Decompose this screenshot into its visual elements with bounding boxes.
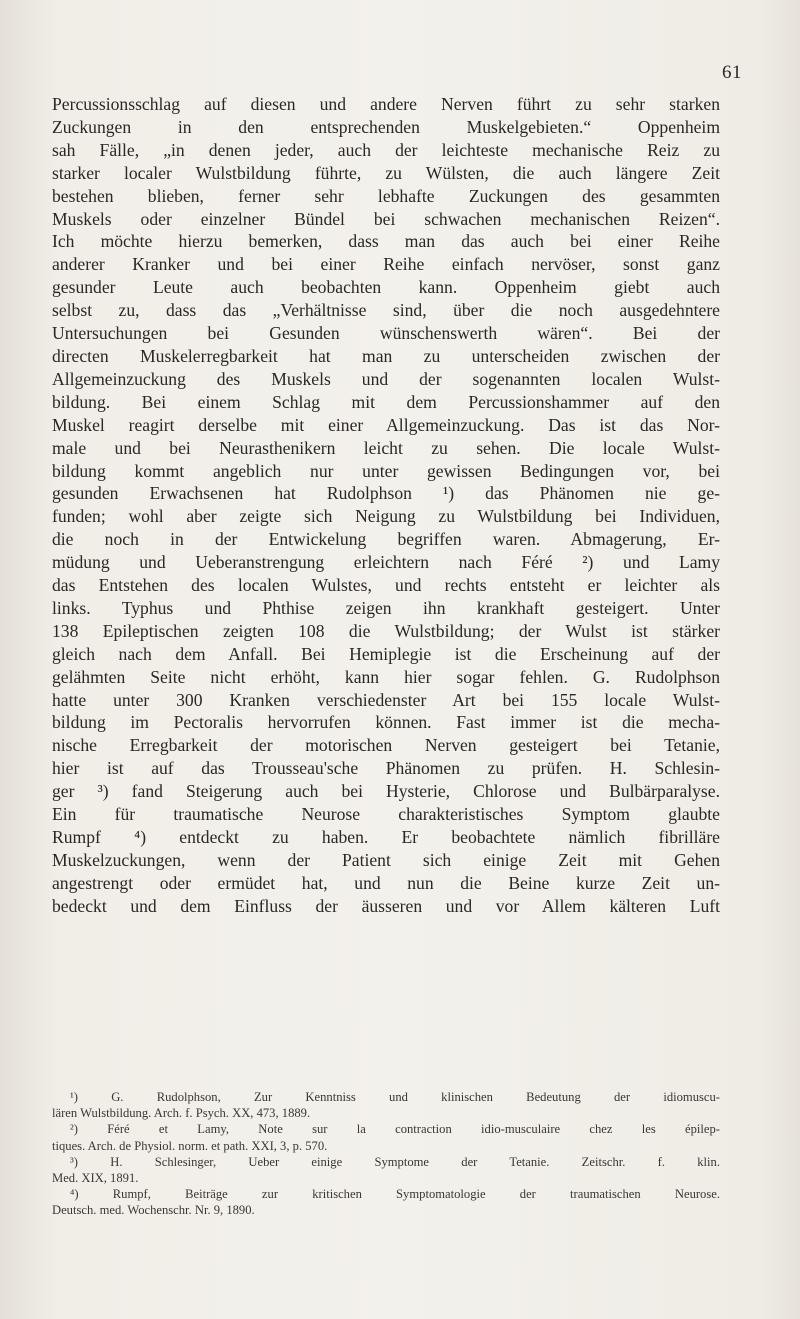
text-line: 138 Epileptischen zeigten 108 die Wulstbildung; der Wulst ist stärker (52, 620, 720, 641)
text-line: sah Fälle, „in denen jeder, auch der leichteste mechanische Reiz zu (52, 139, 720, 160)
text-line: male und bei Neurasthenikern leicht zu sehen. Die locale Wulst- (52, 437, 720, 458)
footnote-line: tiques. Arch. de Physiol. norm. et path. XXI, 3, p. 570. (52, 1138, 328, 1153)
text-line: gelähmten Seite nicht erhöht, kann hier sogar fehlen. G. Rudolphson (52, 666, 720, 687)
text-line: Rumpf ⁴) entdeckt zu haben. Er beobachtete nämlich fibrilläre (52, 827, 720, 847)
text-line: directen Muskelerregbarkeit hat man zu unterscheiden zwischen der (52, 345, 720, 366)
text-line: hier ist auf das Trousseau'sche Phänomen zu prüfen. H. Schlesin- (52, 758, 720, 779)
footnote-line: ⁴) Rumpf, Beiträge zur kritischen Symptomatologie der traumatischen Neurose. (70, 1187, 720, 1202)
body-text (52, 93, 720, 918)
text-line: selbst zu, dass das „Verhältnisse sind, über die noch ausgedehntere (52, 300, 720, 321)
text-line: Muskels oder einzelner Bündel bei schwachen mechanischen Reizen“. (52, 208, 720, 229)
footnote-line: Deutsch. med. Wochenschr. Nr. 9, 1890. (52, 1203, 255, 1218)
text-line: ger ³) fand Steigerung auch bei Hysterie, Chlorose und Bulbärparalyse. (52, 781, 720, 802)
text-line: bestehen blieben, ferner sehr lebhafte Zuckungen des gesammten (52, 185, 720, 206)
text-line: bedeckt und dem Einfluss der äusseren und vor Allem kälteren Luft (52, 895, 720, 916)
footnote-line: Med. XIX, 1891. (52, 1171, 139, 1186)
text-line: Ich möchte hierzu bemerken, dass man das auch bei einer Reihe (52, 231, 720, 252)
text-line: funden; wohl aber zeigte sich Neigung zu Wulstbildung bei Individuen, (52, 506, 720, 527)
text-line: bildung kommt angeblich nur unter gewissen Bedingungen vor, bei (52, 460, 720, 481)
footnote-line: ¹) G. Rudolphson, Zur Kenntniss und klinischen Bedeutung der idiomuscu- (70, 1090, 720, 1104)
text-line: Muskelzuckungen, wenn der Patient sich einige Zeit mit Gehen (52, 849, 720, 870)
text-line: nische Erregbarkeit der motorischen Nerven gesteigert bei Tetanie, (52, 735, 720, 756)
text-line: angestrengt oder ermüdet hat, und nun die Beine kurze Zeit un- (52, 872, 720, 893)
text-line: gesunden Erwachsenen hat Rudolphson ¹) das Phänomen nie ge- (52, 483, 720, 504)
text-line: das Entstehen des localen Wulstes, und rechts entsteht er leichter als (52, 575, 720, 596)
footnotes (52, 1089, 720, 1219)
footnote-3 (52, 1154, 720, 1186)
text-line: Zuckungen in den entsprechenden Muskelgebieten.“ Oppenheim (52, 116, 720, 137)
footnote-2 (52, 1121, 720, 1153)
page-number: 61 (722, 62, 742, 83)
text-line: gleich nach dem Anfall. Bei Hemiplegie ist die Erscheinung auf der (52, 643, 720, 664)
text-line: müdung und Ueberanstrengung erleichtern nach Féré ²) und Lamy (52, 552, 720, 573)
text-line: links. Typhus und Phthise zeigen ihn krankhaft gesteigert. Unter (52, 597, 720, 618)
text-line: bildung im Pectoralis hervorrufen können. Fast immer ist die mecha- (52, 712, 720, 733)
text-line: die noch in der Entwickelung begriffen waren. Abmagerung, Er- (52, 529, 720, 550)
footnote-4 (52, 1186, 720, 1218)
text-line: Allgemeinzuckung des Muskels und der sogenannten localen Wulst- (52, 368, 720, 389)
footnote-line: lären Wulstbildung. Arch. f. Psych. XX, 473, 1889. (52, 1106, 311, 1121)
text-line: starker localer Wulstbildung führte, zu Wülsten, die auch längere Zeit (52, 162, 720, 183)
footnote-line: ²) Féré et Lamy, Note sur la contraction idio-musculaire chez les épilep- (70, 1122, 720, 1137)
text-line: Percussionsschlag auf diesen und andere Nerven führt zu sehr starken (52, 94, 720, 114)
text-line: bildung. Bei einem Schlag mit dem Percussionshammer auf den (52, 391, 720, 412)
text-line: hatte unter 300 Kranken verschiedenster Art bei 155 locale Wulst- (52, 689, 720, 710)
text-line: gesunder Leute auch beobachten kann. Oppenheim giebt auch (52, 277, 720, 298)
text-line: Ein für traumatische Neurose charakteristisches Symptom glaubte (52, 804, 720, 825)
footnote-line: ³) H. Schlesinger, Ueber einige Symptome der Tetanie. Zeitschr. f. klin. (70, 1154, 720, 1169)
footnote-1 (52, 1089, 720, 1121)
text-line: Untersuchungen bei Gesunden wünschenswerth wären“. Bei der (52, 323, 720, 344)
text-line: Muskel reagirt derselbe mit einer Allgemeinzuckung. Das ist das Nor- (52, 414, 720, 435)
text-line: anderer Kranker und bei einer Reihe einfach nervöser, sonst ganz (52, 254, 720, 275)
